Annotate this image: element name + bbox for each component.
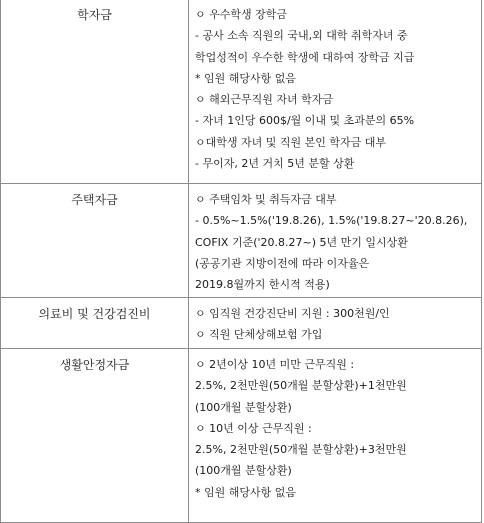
detail-line: 2.5%, 2천만원(50개월 분할상환)+1천만원 [195, 379, 407, 393]
detail-line: ㅇ 해외근무직원 자녀 학자금 [195, 93, 334, 107]
table-row-medical [1, 298, 482, 349]
detail-cell-scholarship [189, 0, 482, 184]
detail-cell-living-stability [189, 349, 482, 523]
detail-line: ㅇ 주택임차 및 취득자금 대부 [195, 193, 337, 206]
table-row-scholarship [1, 0, 482, 184]
table-row-housing [1, 184, 482, 298]
detail-line: * 임원 해당사항 없음 [195, 71, 296, 85]
detail-line: ㅇ 임직원 건강진단비 지원 : 300천원/인 [195, 307, 390, 320]
detail-line: * 임원 해당사항 없음 [195, 485, 296, 499]
detail-line: - 무이자, 2년 거치 5년 분할 상환 [195, 157, 355, 171]
detail-line: - 공사 소속 직원의 국내,외 대학 취학자녀 중 [195, 29, 408, 43]
detail-line: - 자녀 1인당 600$/월 이내 및 초과분의 65% [195, 114, 415, 128]
detail-line: COFIX 기준('20.8.27~) 5년 만기 일시상환 [195, 235, 408, 249]
detail-line: (100개월 분할상환) [195, 400, 292, 414]
category-cell-medical: 의료비 및 건강검진비 [1, 298, 189, 349]
table-row-living-stability [1, 349, 482, 523]
category-cell-scholarship: 학자금 [1, 0, 189, 184]
detail-line: 학업성적이 우수한 학생에 대하여 장학금 지급 [195, 50, 415, 64]
detail-line: ㅇ 우수학생 장학금 [195, 8, 288, 21]
detail-cell-housing [189, 184, 482, 298]
detail-line: ㅇ 직원 단체상해보험 가입 [195, 328, 323, 342]
detail-line: - 0.5%~1.5%('19.8.26), 1.5%('19.8.27~'20.8.26), [195, 214, 468, 228]
detail-line: ㅇ 10년 이상 근무직원 : [195, 421, 312, 435]
category-cell-living-stability: 생활안정자금 [1, 349, 189, 523]
detail-line: ㅇ 2년이상 10년 미만 근무직원 : [195, 358, 355, 371]
detail-line: ㅇ대학생 자녀 및 직원 본인 학자금 대부 [195, 135, 386, 149]
detail-line: (100개월 분할상환) [195, 464, 292, 478]
detail-line: 2019.8월까지 한시적 적용) [195, 278, 330, 292]
detail-line: 2.5%, 2천만원(50개월 분할상환)+3천만원 [195, 443, 407, 457]
detail-line: (공공기관 지방이전에 따라 이자율은 [195, 256, 370, 270]
detail-cell-medical [189, 298, 482, 349]
category-cell-housing: 주택자금 [1, 184, 189, 298]
